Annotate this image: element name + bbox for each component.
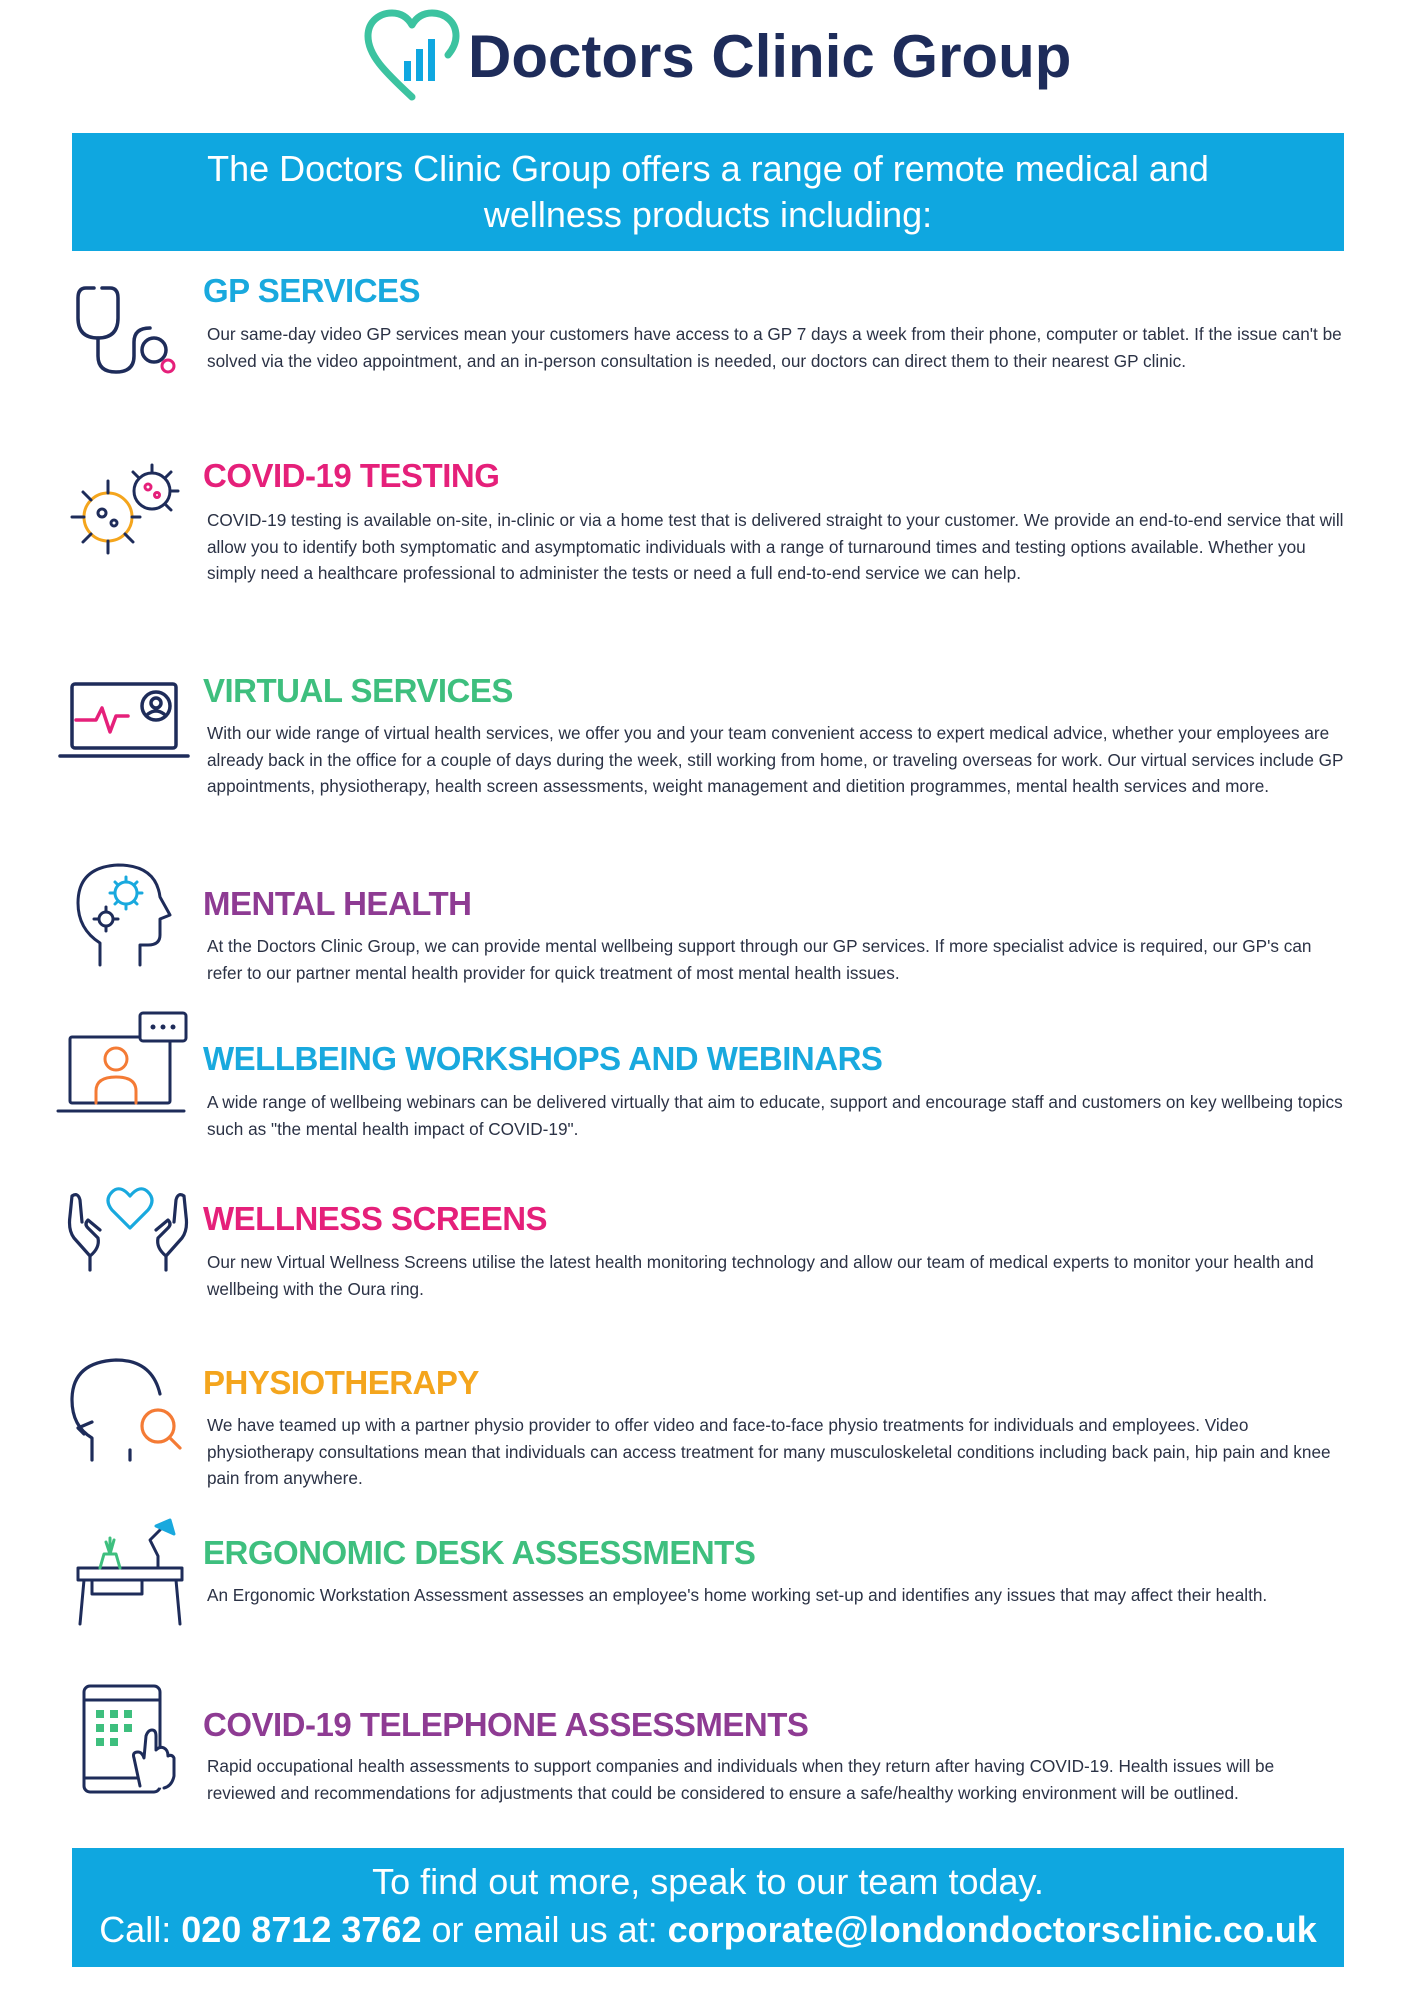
service-title: COVID-19 TELEPHONE ASSESSMENTS [203, 1706, 809, 1743]
laptop-heartbeat-icon [56, 672, 206, 802]
logo-heart-icon [362, 9, 462, 104]
service-title: COVID-19 TESTING [203, 457, 500, 494]
contact-heading: To find out more, speak to our team today. [372, 1861, 1044, 1902]
webinar-presenter-icon [56, 1007, 206, 1137]
phone-number[interactable]: 020 8712 3762 [181, 1909, 422, 1950]
service-title: MENTAL HEALTH [203, 885, 472, 922]
service-title: ERGONOMIC DESK ASSESSMENTS [203, 1534, 756, 1571]
service-description: An Ergonomic Workstation Assessment assesses an employee's home working set-up and identifies any issues that may affect their health. [207, 1585, 1268, 1605]
contact-line [72, 1906, 1344, 1954]
service-description: With our wide range of virtual health services, we offer you and your team convenient access to expert medical advice, whether your employees are already back in the office for a couple of days during the week, still working from home, or traveling overseas for work. Our virtual services include GP appointments, physiotherapy, health screen assessments, weight management and dietition programmes, mental health services and more. [207, 723, 1344, 796]
contact-banner [72, 1848, 1344, 1967]
service-title: PHYSIOTHERAPY [203, 1364, 479, 1401]
intro-banner [72, 133, 1344, 251]
virus-icon [56, 457, 206, 587]
stethoscope-icon [56, 276, 206, 406]
brand-name: Doctors Clinic Group [468, 22, 1072, 90]
email-link[interactable]: corporate@londondoctorsclinic.co.uk [667, 1909, 1317, 1950]
service-title: WELLNESS SCREENS [203, 1200, 548, 1237]
service-description: A wide range of wellbeing webinars can be delivered virtually that aim to educate, support and encourage staff and customers on key wellbeing topics such as "the mental health impact of COVID-19". [207, 1092, 1343, 1139]
intro-line-1: The Doctors Clinic Group offers a range of remote medical and [207, 148, 1209, 189]
service-title: GP SERVICES [203, 272, 421, 309]
tablet-touch-icon [56, 1678, 206, 1808]
brand-logo [362, 6, 1071, 106]
service-description: Our same-day video GP services mean your customers have access to a GP 7 days a week from their phone, computer or tablet. If the issue can't be solved via the video appointment, and an in-person consultation is needed, our doctors can direct them to their nearest GP clinic. [207, 324, 1342, 371]
service-description: COVID-19 testing is available on-site, in-clinic or via a home test that is delivered straight to your customer. We provide an end-to-end service that will allow you to identify both symptomatic and asymptomatic individuals with a range of turnaround times and testing options available. Whether you simply need a healthcare professional to administer the tests or need a full end-to-end service we can help. [207, 510, 1344, 583]
service-description: Rapid occupational health assessments to support companies and individuals when they return after having COVID-19. Health issues will be reviewed and recommendations for adjustments that could be considered to ensure a safe/healthy working environment will be outlined. [207, 1756, 1275, 1803]
service-title: WELLBEING WORKSHOPS AND WEBINARS [203, 1040, 883, 1077]
email-label: or email us at: [431, 1909, 658, 1950]
service-description: Our new Virtual Wellness Screens utilise the latest health monitoring technology and allow our team of medical experts to monitor your health and wellbeing with the Oura ring. [207, 1252, 1314, 1299]
head-search-icon [56, 1346, 206, 1476]
service-description: We have teamed up with a partner physio provider to offer video and face-to-face physio treatments for individuals and employees. Video physiotherapy consultations mean that individuals can access treatment for many musculoskeletal conditions including back pain, hip pain and knee pain from anywhere. [207, 1415, 1331, 1488]
service-description: At the Doctors Clinic Group, we can provide mental wellbeing support through our GP services. If more specialist advice is required, our GP's can refer to our partner mental health provider for quick treatment of most mental health issues. [207, 936, 1312, 983]
service-title: VIRTUAL SERVICES [203, 672, 513, 709]
head-gears-icon [56, 853, 206, 983]
intro-line-2: wellness products including: [483, 194, 933, 235]
call-label: Call: [99, 1909, 172, 1950]
hands-heart-icon [56, 1166, 206, 1296]
desk-lamp-icon [56, 1516, 206, 1646]
